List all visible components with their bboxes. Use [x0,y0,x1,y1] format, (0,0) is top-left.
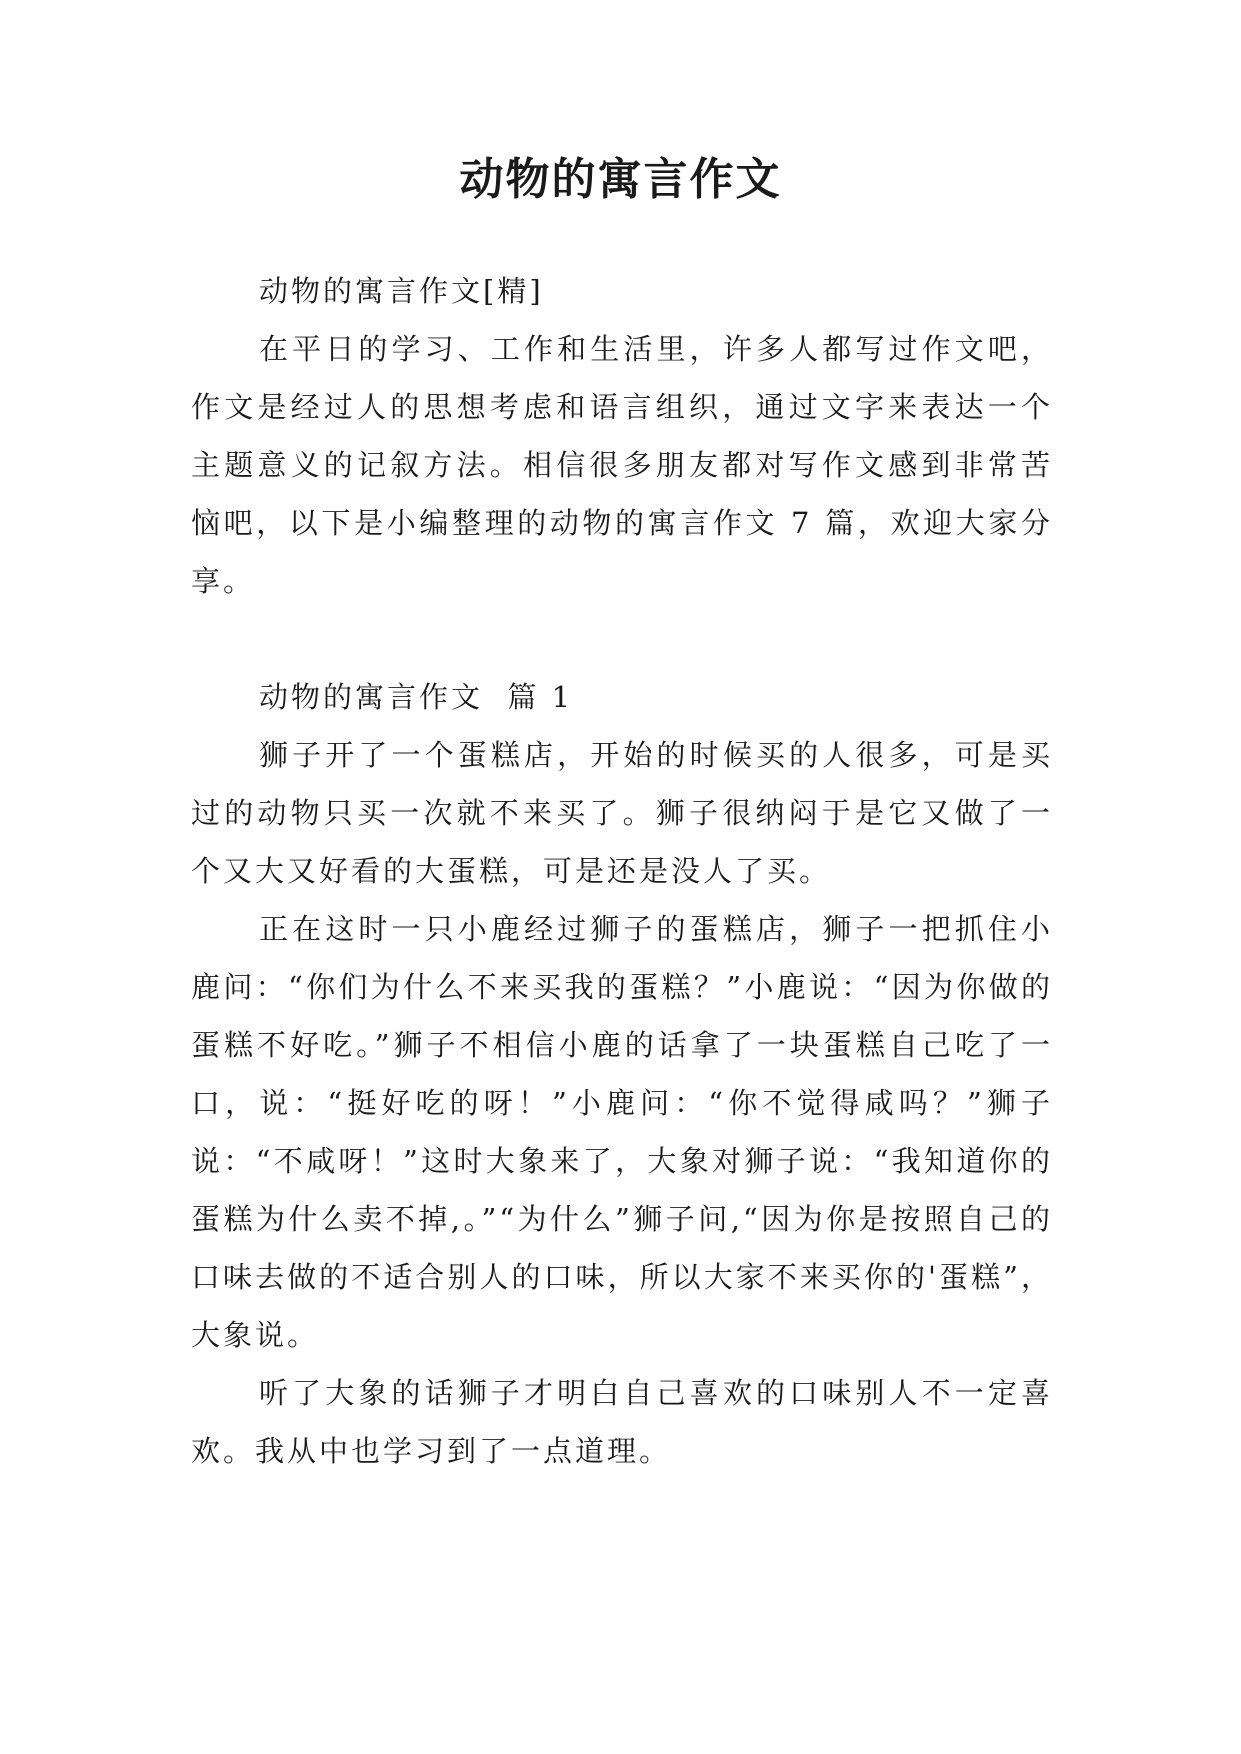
intro-paragraph: 在平日的学习、工作和生活里，许多人都写过作文吧，作文是经过人的思想考虑和语言组织，通过文字来表达一个主题意义的记叙方法。相信很多朋友都对写作文感到非常苦恼吧，以下是小编整理的动物的寓言作文 7 篇，欢迎大家分享。 [191,332,1053,598]
section-heading: 动物的寓言作文 篇 1 [259,680,574,714]
story-paragraph-2: 正在这时一只小鹿经过狮子的蛋糕店，狮子一把抓住小鹿问：“你们为什么不来买我的蛋糕？”小鹿说：“因为你做的蛋糕不好吃。”狮子不相信小鹿的话拿了一块蛋糕自己吃了一口，说：“挺好吃的呀！”小鹿问：“你不觉得咸吗？”狮子说：“不咸呀！”这时大象来了，大象对狮子说：“我知道你的蛋糕为什么卖不掉,。”“为什么”狮子问,“因为你是按照自己的口味去做的不适合别人的口味，所以大家不来买你的'蛋糕”，大象说。 [191,912,1053,1352]
story-paragraph-3: 听了大象的话狮子才明白自己喜欢的口味别人不一定喜欢。我从中也学习到了一点道理。 [191,1376,1053,1468]
section-spacer [191,610,1053,668]
document-subtitle: 动物的寓言作文[精] [259,274,544,308]
page-title: 动物的寓言作文 [459,154,782,205]
document-body [191,262,1053,1480]
story-paragraph-1: 狮子开了一个蛋糕店，开始的时候买的人很多，可是买过的动物只买一次就不来买了。狮子很纳闷于是它又做了一个又大又好看的大蛋糕，可是还是没人了买。 [191,738,1053,888]
